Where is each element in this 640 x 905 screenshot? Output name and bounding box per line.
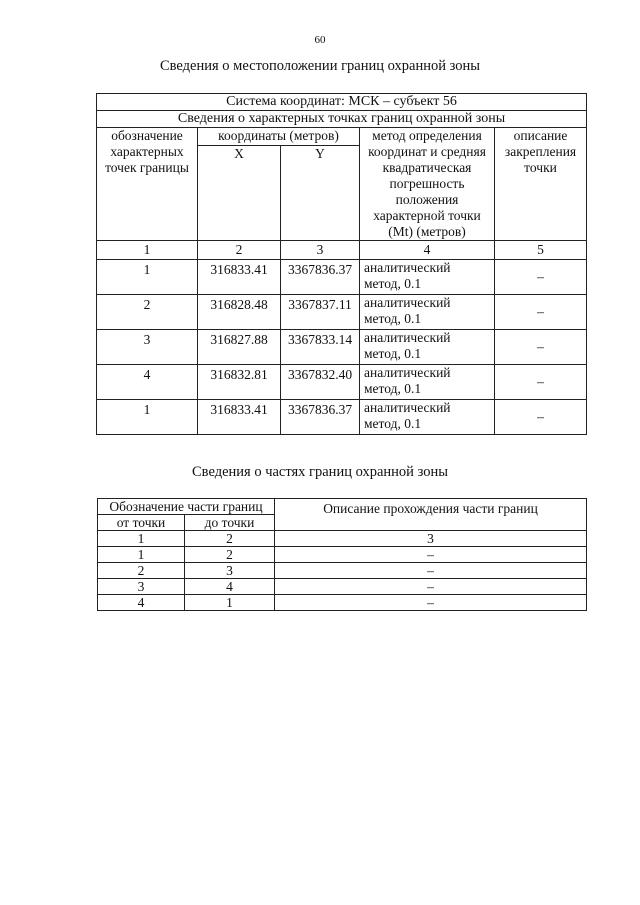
part-description: – [275,563,587,579]
method-cell [360,365,495,400]
point-id: 3 [97,330,198,365]
coord-y: 3367837.11 [281,295,360,330]
col-to-point: до точки [185,515,275,531]
col-number: 4 [360,241,495,260]
col-number: 3 [281,241,360,260]
method-line: аналитический [364,260,451,275]
boundary-parts-table [97,498,587,611]
coord-y: 3367833.14 [281,330,360,365]
col-number: 2 [198,241,281,260]
fixing-cell: – [495,400,587,435]
col-part-description: Описание прохождения части границ [275,499,587,531]
table-row [98,579,587,595]
to-point: 1 [185,595,275,611]
coord-x: 316828.48 [198,295,281,330]
coord-system-label: Система координат: МСК – субъект 56 [97,94,587,111]
to-point: 2 [185,547,275,563]
method-line: аналитический [364,400,451,415]
to-point: 3 [185,563,275,579]
table-row [97,400,587,435]
method-cell [360,330,495,365]
location-heading: Сведения о местоположении границ охранной зоны [159,58,480,74]
coord-y: 3367836.37 [281,260,360,295]
part-description: – [275,595,587,611]
method-line: аналитический [364,330,451,345]
method-line: метод, 0.1 [364,346,422,361]
fixing-cell: – [495,365,587,400]
boundary-points-table [96,93,587,435]
part-description: – [275,547,587,563]
point-id: 1 [97,400,198,435]
col-number: 1 [97,241,198,260]
point-id: 2 [97,295,198,330]
coord-y: 3367836.37 [281,400,360,435]
method-line: метод, 0.1 [364,311,422,326]
method-line: метод, 0.1 [364,416,422,431]
point-id: 1 [97,260,198,295]
col-number: 3 [275,531,587,547]
fixing-cell: – [495,295,587,330]
parts-heading: Сведения о частях границ охранной зоны [192,464,448,480]
col-from-point: от точки [98,515,185,531]
method-line: метод, 0.1 [364,381,422,396]
table-row [98,595,587,611]
col-method: метод определения координат и средняя квадратическая погрешность положения характерной точки (Mt) (метров) [360,128,495,241]
point-id: 4 [97,365,198,400]
part-description: – [275,579,587,595]
method-cell [360,295,495,330]
col-number: 2 [185,531,275,547]
from-point: 3 [98,579,185,595]
table-row [97,295,587,330]
col-point-designation: обозначение характерных точек границы [97,128,198,241]
to-point: 4 [185,579,275,595]
method-line: аналитический [364,365,451,380]
from-point: 1 [98,547,185,563]
method-line: метод, 0.1 [364,276,422,291]
table-row [97,365,587,400]
table-row [98,563,587,579]
fixing-cell: – [495,330,587,365]
from-point: 2 [98,563,185,579]
col-part-designation: Обозначение части границ [98,499,275,515]
coord-x: 316833.41 [198,260,281,295]
col-coordinates: координаты (метров) [198,128,360,146]
table-row [97,330,587,365]
from-point: 4 [98,595,185,611]
col-number: 1 [98,531,185,547]
method-line: аналитический [364,295,451,310]
col-fixing: описание закрепления точки [495,128,587,241]
points-title: Сведения о характерных точках границ охранной зоны [97,111,587,128]
fixing-cell: – [495,260,587,295]
method-cell [360,400,495,435]
page-number: 60 [314,34,326,46]
method-cell [360,260,495,295]
table-row [97,260,587,295]
col-number: 5 [495,241,587,260]
coord-y: 3367832.40 [281,365,360,400]
coord-x: 316827.88 [198,330,281,365]
col-y: Y [281,146,360,241]
table-row [98,547,587,563]
col-x: X [198,146,281,241]
coord-x: 316833.41 [198,400,281,435]
coord-x: 316832.81 [198,365,281,400]
